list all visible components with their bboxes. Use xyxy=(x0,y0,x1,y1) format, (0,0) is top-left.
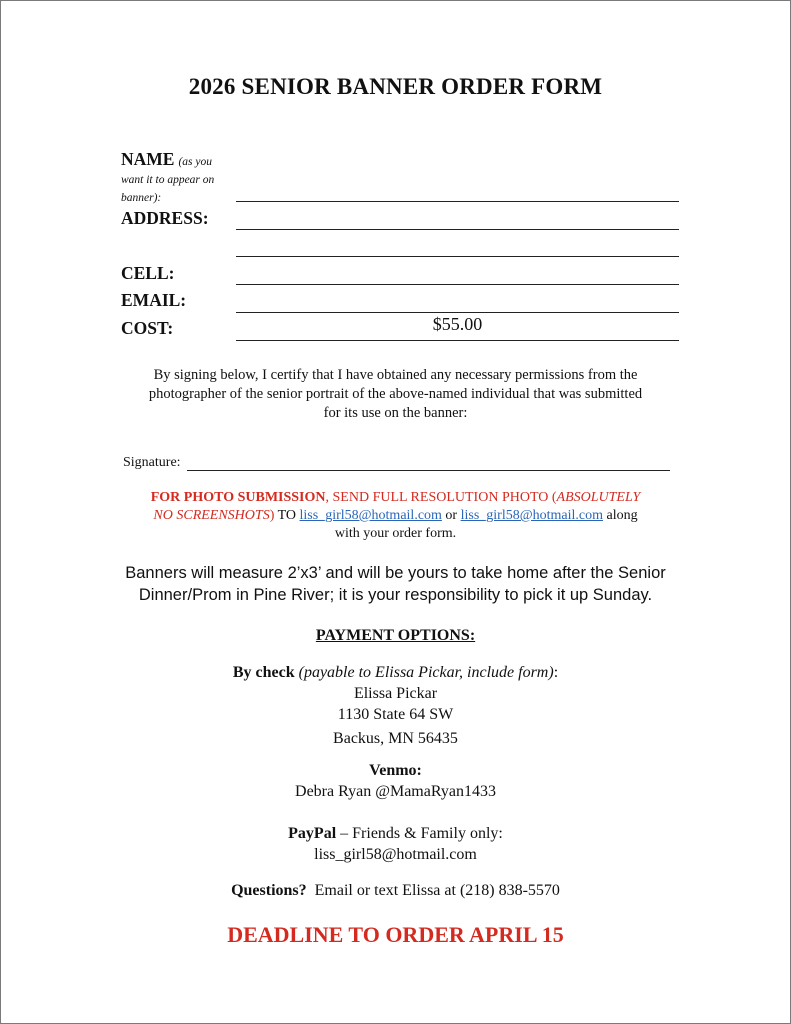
photo-submission-line-3: with your order form. xyxy=(334,526,457,541)
name-line[interactable] xyxy=(236,201,679,202)
name-hint-2: want it to appear on xyxy=(121,174,215,186)
venmo-label: Venmo: xyxy=(369,762,422,779)
check-street: 1130 State 64 SW xyxy=(337,706,454,723)
check-city: Backus, MN 56435 xyxy=(333,730,458,747)
cost-line xyxy=(236,340,679,341)
paypal-line xyxy=(0,825,791,843)
name-label: NAME xyxy=(121,149,175,169)
check-line xyxy=(0,664,791,682)
check-label: By check xyxy=(232,664,295,681)
close-paren: ) xyxy=(269,508,275,523)
banner-info-line-1: Banners will measure 2’x3’ and will be yours to take home after the Senior xyxy=(125,564,666,582)
form-title: 2026 SENIOR BANNER ORDER FORM xyxy=(188,74,603,99)
email-link-1[interactable]: liss_girl58@hotmail.com xyxy=(299,508,442,523)
or-text: or xyxy=(441,508,461,523)
name-hint-3: banner): xyxy=(121,192,162,204)
deadline-text: DEADLINE TO ORDER APRIL 15 xyxy=(227,922,564,947)
name-hint-1: (as you xyxy=(178,156,213,168)
payment-options-heading: PAYMENT OPTIONS: xyxy=(315,627,476,644)
signature-label: Signature: xyxy=(123,455,181,470)
address-line-1[interactable] xyxy=(236,229,679,230)
check-colon: : xyxy=(553,664,559,681)
questions-text: Email or text Elissa at (218) 838-5570 xyxy=(306,882,560,899)
no-screenshots-1: ABSOLUTELY xyxy=(556,490,641,505)
email-link-2[interactable]: liss_girl58@hotmail.com xyxy=(460,508,603,523)
photo-submission-lead: FOR PHOTO SUBMISSION xyxy=(150,490,326,505)
cost-value: $55.00 xyxy=(432,314,483,334)
certification-text xyxy=(120,366,671,423)
paypal-value: liss_girl58@hotmail.com xyxy=(314,846,477,863)
questions-label: Questions? xyxy=(231,882,307,899)
venmo-value: Debra Ryan @MamaRyan1433 xyxy=(295,783,496,800)
check-payee-name: Elissa Pickar xyxy=(353,685,438,702)
certification-line-2: photographer of the senior portrait of the above-named individual that was submitted xyxy=(148,386,643,402)
photo-submission-text xyxy=(110,489,681,543)
address-label: ADDRESS: xyxy=(121,208,209,228)
no-screenshots-2: NO SCREENSHOTS xyxy=(153,508,270,523)
photo-submission-send: , SEND FULL RESOLUTION PHOTO ( xyxy=(325,490,557,505)
certification-line-1: By signing below, I certify that I have obtained any necessary permissions from the xyxy=(153,367,638,383)
paypal-label: PayPal xyxy=(288,825,337,842)
check-note: (payable to Elissa Pickar, include form) xyxy=(298,664,554,681)
cell-line[interactable] xyxy=(236,284,679,285)
cost-label: COST: xyxy=(121,318,174,338)
banner-info xyxy=(90,562,701,606)
address-line-2[interactable] xyxy=(236,256,679,257)
certification-line-3: for its use on the banner: xyxy=(323,405,468,421)
cell-label: CELL: xyxy=(121,263,175,283)
to-text: TO xyxy=(274,508,300,523)
questions-line xyxy=(0,882,791,900)
along-text: along xyxy=(602,508,638,523)
email-label: EMAIL: xyxy=(121,290,187,310)
paypal-note: – Friends & Family only: xyxy=(336,825,503,842)
name-label-block xyxy=(121,149,233,206)
signature-line[interactable] xyxy=(187,470,670,471)
email-line[interactable] xyxy=(236,312,679,313)
banner-info-line-2: Dinner/Prom in Pine River; it is your responsibility to pick it up Sunday. xyxy=(138,586,653,604)
